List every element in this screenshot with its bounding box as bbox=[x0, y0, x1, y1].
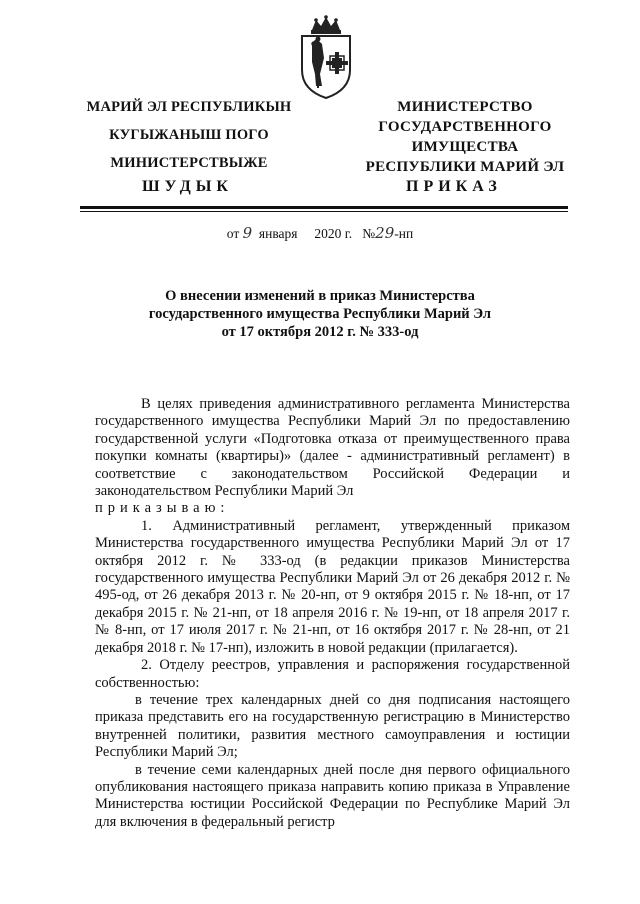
body-paragraph-2a: в течение трех календарных дней со дня подписания настоящего приказа представить его на государственную регистрацию в Министерство внутренней политики, развития местного самоуправления и юстиции Республики Марий Эл; bbox=[95, 691, 570, 761]
subject-line: от 17 октября 2012 г. № 333-од bbox=[221, 324, 419, 340]
order-date-number bbox=[0, 224, 640, 242]
number-label: № bbox=[362, 226, 376, 241]
header-divider-thick bbox=[80, 206, 568, 209]
date-month: января bbox=[258, 226, 298, 241]
date-prefix: от bbox=[226, 226, 240, 241]
document-type-russian: ПРИКАЗ bbox=[406, 178, 502, 195]
header-right-line: ГОСУДАРСТВЕННОГО bbox=[378, 119, 552, 135]
body-paragraph-2: 2. Отделу реестров, управления и распоряжения государственной собственностью: bbox=[95, 657, 570, 691]
header-right-line: МИНИСТЕРСТВО bbox=[397, 99, 533, 115]
number-suffix: -нп bbox=[394, 226, 414, 241]
header-left-line: МАРИЙ ЭЛ РЕСПУБЛИКЫН bbox=[86, 99, 292, 115]
document-type-mari: ШУДЫК bbox=[142, 178, 234, 195]
body-paragraph-2b: в течение семи календарных дней после дня первого официального опубликования настоящего приказа направить копию приказа в Управление Министерства юстиции Российской Федерации по Республике Марий Эл для включения в федеральный регистр bbox=[95, 761, 570, 830]
date-year: 2020 г. bbox=[314, 226, 353, 241]
subject-line: О внесении изменений в приказ Министерства bbox=[165, 288, 475, 304]
header-right-line: ИМУЩЕСТВА bbox=[411, 139, 519, 155]
header-left-line: КУГЫЖАНЫШ ПОГО bbox=[109, 127, 269, 143]
header-left-line: МИНИСТЕРСТВЫЖЕ bbox=[110, 155, 268, 171]
date-day: 9 bbox=[242, 224, 253, 242]
subject-line: государственного имущества Республики Марий Эл bbox=[148, 306, 492, 322]
order-subject bbox=[120, 287, 520, 341]
order-body bbox=[95, 396, 570, 831]
coat-of-arms-emblem bbox=[294, 14, 358, 100]
header-right-line: РЕСПУБЛИКИ МАРИЙ ЭЛ bbox=[365, 159, 565, 175]
ministry-name-russian bbox=[340, 97, 590, 177]
body-paragraph-1: 1. Административный регламент, утвержденный приказом Министерства государственного имущества Республики Марий Эл от 17 октября 2012 г. № 333-од (в редакции приказов Министерства государственного имущества Республики Марий Эл от 26 декабря 2012 г. № 495-од, от 26 декабря 2013 г. № 20-нп, от 9 октября 2015 г. № 18-нп, от 17 декабря 2015 г. № 21-нп, от 18 апреля 2016 г. № 19-нп, от 18 апреля 2017 г. № 8-нп, от 17 июля 2017 г. № 21-нп, от 16 октября 2017 г. № 28-нп, от 21 декабря 2018 г. № 17-нп), изложить в новой редакции (прилагается). bbox=[95, 517, 570, 656]
ministry-name-mari bbox=[60, 97, 318, 181]
order-number: 29 bbox=[375, 224, 395, 242]
header-divider-thin bbox=[80, 211, 568, 212]
body-directive: приказываю: bbox=[95, 500, 230, 517]
body-paragraph-preamble: В целях приведения административного регламента Министерства государственного имущества Республики Марий Эл по предоставлению государственной услуги «Подготовка отказа от преимущественного права покупки комнаты (квартиры)» (далее - административный регламент) в соответствие с законодательством Российской Федерации и законодательством Республики Марий Эл bbox=[95, 396, 570, 500]
